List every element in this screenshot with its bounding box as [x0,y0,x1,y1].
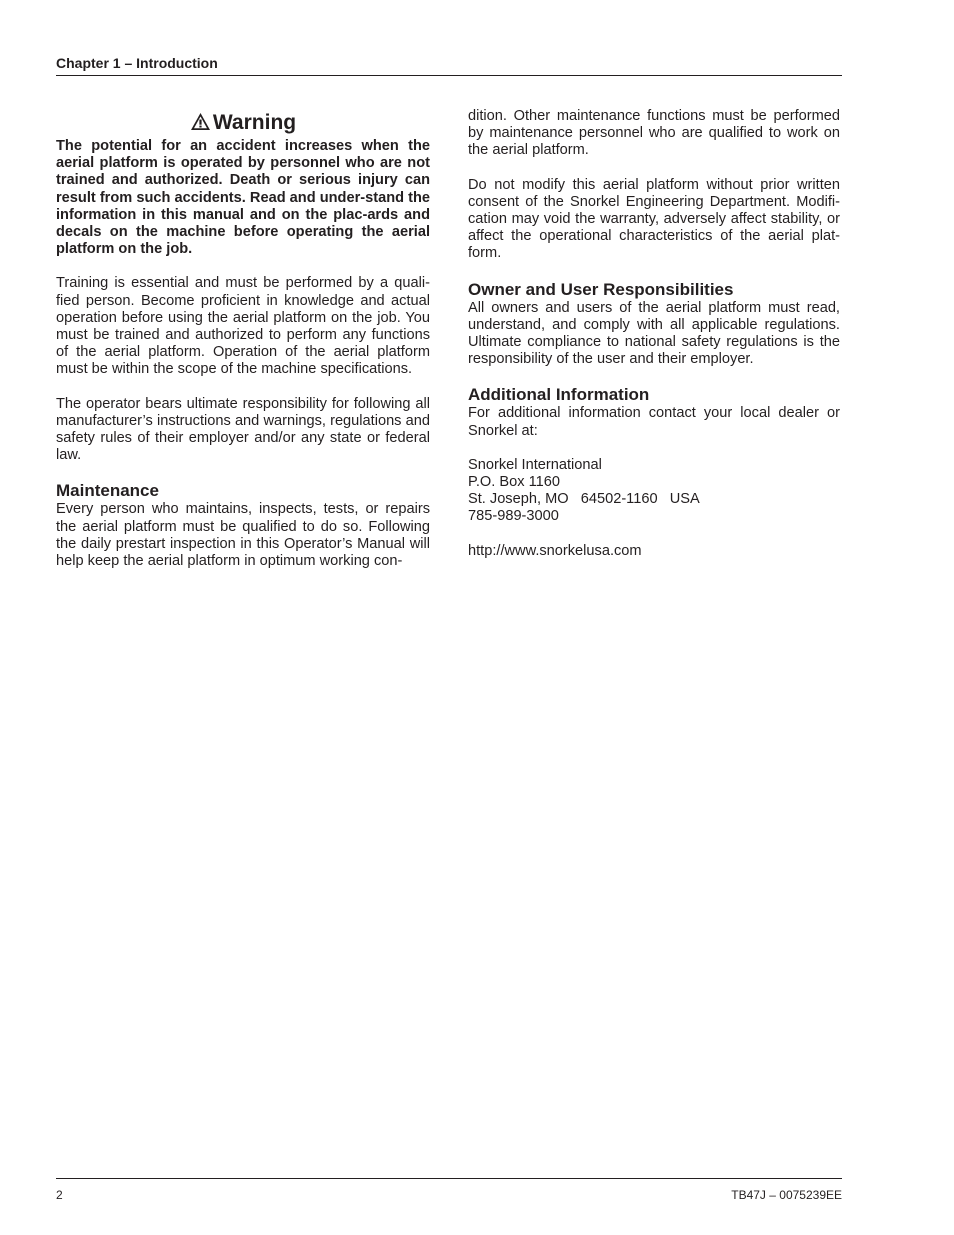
maintenance-heading: Maintenance [56,481,159,501]
page-header [56,55,842,76]
right-column [468,108,840,577]
address-company: Snorkel International [468,456,602,473]
maintenance-continued-paragraph: dition. Other maintenance functions must be performed by maintenance personnel who are qualified to work on the aerial platform. [468,108,840,159]
address-po-box: P.O. Box 1160 [468,474,560,491]
document-id: TB47J – 0075239EE [731,1188,842,1202]
warning-text: The potential for an accident increases when the aerial platform is operated by personnel who are not trained and authorized. Death or serious injury can result from such accidents. Read and under-stand the information in this manual and on the plac-ards and decals on the machine before operating the aerial platform on the job. [56,138,430,258]
warning-heading-text: Warning [212,111,297,134]
website-link[interactable]: http://www.snorkelusa.com [468,542,642,559]
training-paragraph: Training is essential and must be performed by a quali-fied person. Become proficient in knowledge and actual operation before using the aerial platform on the job. You must be trained and authorized to perform any functions of the aerial platform. Operation of the aerial platform must be within the scope of the machine specifications. [56,275,430,378]
warning-heading [56,108,430,138]
operator-paragraph: The operator bears ultimate responsibility for following all manufacturer’s instructions and warnings, regulations and safety rules of their employer and/or any state or federal law. [56,395,430,464]
warning-triangle-icon [190,112,211,131]
owner-responsibilities-heading: Owner and User Responsibilities [468,279,734,299]
chapter-title: Chapter 1 – Introduction [56,55,218,71]
modify-paragraph: Do not modify this aerial platform without prior written consent of the Snorkel Engineering Department. Modifi-cation may void the warranty, adversely affect stability, or affect the operational characteristics of the aerial plat-form. [468,176,840,262]
address-phone: 785-989-3000 [468,508,559,525]
additional-information-paragraph: For additional information contact your local dealer or Snorkel at: [468,405,840,439]
additional-information-heading: Additional Information [468,385,650,405]
left-column [56,108,430,587]
maintenance-paragraph: Every person who maintains, inspects, tests, or repairs the aerial platform must be qualified to do so. Following the daily prestart inspection in this Operator’s Manual will help keep the aerial platform in optimum working con- [56,501,430,570]
address-city: St. Joseph, MO 64502-1160 USA [468,491,700,508]
page-number: 2 [56,1188,63,1202]
owner-responsibilities-paragraph: All owners and users of the aerial platform must read, understand, and comply with all applicable regulations. Ultimate compliance to national safety regulations is the responsibility of the user and their employer. [468,299,840,368]
contact-address [468,457,840,526]
page-footer [56,1178,842,1202]
